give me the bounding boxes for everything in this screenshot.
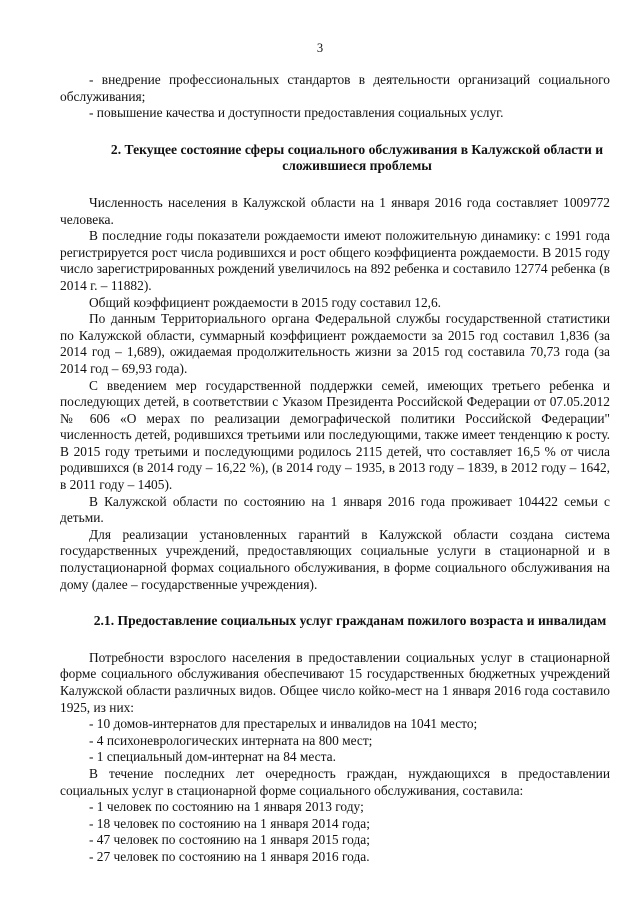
paragraph: Потребности взрослого населения в предоставлении социальных услуг в стационарной форме социального обслуживания обеспечивают 15 государственных бюджетных учреждений Калужской области различных видов. Общее число койко-мест на 1 января 2016 года составило 1925, из них: — [60, 649, 610, 715]
facility-list-item: - 10 домов-интернатов для престарелых и инвалидов на 1041 место; — [89, 716, 478, 732]
document-body — [60, 72, 610, 866]
queue-list-item: - 1 человек по состоянию на 1 января 2013 году; — [89, 799, 364, 815]
facility-list-item: - 4 психоневрологических интерната на 800 мест; — [89, 732, 373, 748]
paragraph: Общий коэффициент рождаемости в 2015 году составил 12,6. — [89, 294, 442, 310]
page-number: 3 — [316, 41, 324, 55]
intro-list-item: - повышение качества и доступности предоставления социальных услуг. — [89, 105, 504, 121]
queue-list-item: - 27 человек по состоянию на 1 января 2016 года. — [89, 848, 370, 864]
section-2-heading: 2. Текущее состояние сферы социального обслуживания в Калужской области и сложившиеся проблемы — [110, 141, 604, 174]
queue-list-item: - 18 человек по состоянию на 1 января 2014 года; — [89, 815, 370, 831]
intro-list-item: - внедрение профессиональных стандартов в деятельности организаций социального обслуживания; — [60, 72, 610, 104]
paragraph: По данным Территориального органа Федеральной службы государственной статистики по Калужской области, суммарный коэффициент рождаемости за 2015 год составил 1,836 (за 2014 год – 1,689), ожидаемая продолжительность жизни за 2015 год составила 70,73 года (за 2014 год – 69,93 года). — [60, 311, 610, 376]
paragraph: Численность населения в Калужской области на 1 января 2016 года составляет 1009772 человека. — [60, 194, 610, 227]
queue-list-item: - 47 человек по состоянию на 1 января 2015 года; — [89, 832, 370, 848]
paragraph: В последние годы показатели рождаемости имеют положительную динамику: с 1991 года регистрируется рост числа родившихся и рост общего коэффициента рождаемости. В 2015 году число зарегистрированных рождений увеличилось на 892 ребенка и составило 12774 ребенка (в 2014 г. – 11882). — [60, 228, 610, 293]
paragraph: В течение последних лет очередность граждан, нуждающихся в предоставлении социальных услуг в стационарной форме социального обслуживания, составила: — [60, 765, 610, 798]
paragraph: С введением мер государственной поддержки семей, имеющих третьего ребенка и последующих детей, в соответствии с Указом Президента Российской Федерации от 07.05.2012 № 606 «О мерах по реализации демографической политики Российской Федерации" численность детей, родившихся третьими или последующими, также имеет тенденцию к росту. В 2015 году третьими и последующими родилось 2115 детей, что составляет 16,5 % от числа родившихся (в 2014 году – 16,22 %), (в 2014 году – 1935, в 2013 году – 1839, в 2012 году – 1642, в 2011 году – 1405). — [60, 377, 610, 493]
paragraph: Для реализации установленных гарантий в Калужской области создана система государственных учреждений, предоставляющих социальные услуги в стационарной и в полустационарной формах социального обслуживания, в форме социального обслуживания на дому (далее – государственные учреждения). — [60, 526, 610, 592]
section-2-1-heading: 2.1. Предоставление социальных услуг гражданам пожилого возраста и инвалидам — [93, 613, 607, 629]
paragraph: В Калужской области по состоянию на 1 января 2016 года проживает 104422 семьи с детьми. — [60, 493, 610, 526]
facility-list-item: - 1 специальный дом-интернат на 84 места. — [89, 749, 336, 765]
